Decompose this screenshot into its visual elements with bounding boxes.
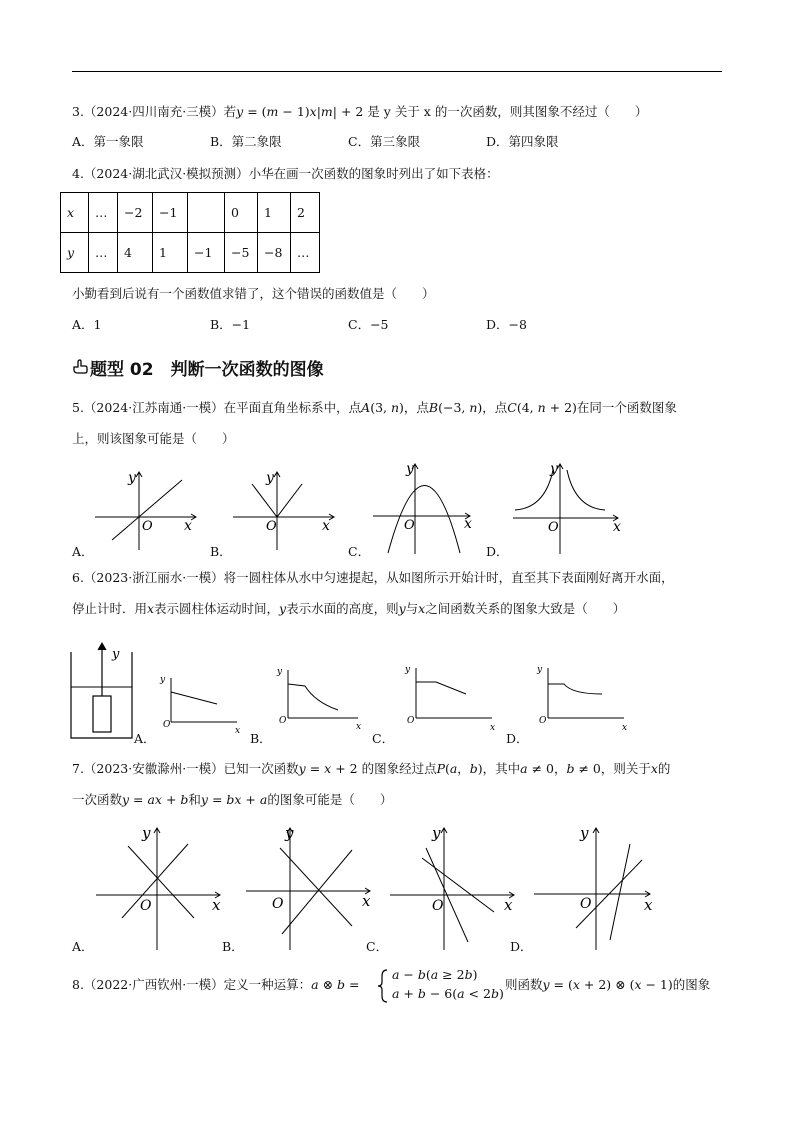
origin-label: O — [407, 716, 415, 726]
q5-option-a-label[interactable]: A． — [72, 544, 94, 559]
q7-graph-b[interactable] — [242, 822, 377, 954]
q4-table — [60, 192, 320, 273]
y-axis-label: y — [277, 667, 283, 677]
q7-option-c-label[interactable]: C． — [366, 939, 389, 954]
q5-graph-a[interactable] — [92, 462, 202, 552]
table-cell: x — [61, 193, 89, 233]
y-axis-label: y — [128, 470, 136, 486]
q8-stem-suffix: 则函数𝑦 = (𝑥 + 2) ⊗ (𝑥 − 1)的图象 — [505, 977, 711, 992]
y-axis-label: y — [142, 824, 151, 842]
q7-option-b-label[interactable]: B． — [222, 939, 244, 954]
origin-label: O — [432, 898, 444, 914]
q6-option-a-label[interactable]: A． — [134, 731, 156, 746]
x-axis-label: x — [622, 723, 628, 733]
table-cell: 0 — [225, 193, 258, 233]
q5-option-c-label[interactable]: C． — [348, 544, 371, 559]
q4-option-a[interactable]: A．1 — [72, 317, 102, 332]
table-cell: y — [61, 233, 89, 273]
x-axis-label: x — [490, 723, 496, 733]
q6-graph-a[interactable] — [155, 670, 245, 740]
q6-graph-b[interactable] — [270, 662, 365, 740]
x-axis-label: x — [235, 726, 241, 736]
y-axis-label: y — [266, 470, 274, 486]
origin-label: O — [163, 720, 171, 730]
q5-graph-c[interactable] — [370, 458, 480, 556]
q4-question: 小勤看到后说有一个函数值求错了，这个错误的函数值是（ ） — [72, 286, 435, 301]
q6-stem-line1: 6.（2023·浙江丽水·一模）将一圆柱体从水中匀速提起，从如图所示开始计时，直至其下表面刚好离开水面， — [72, 570, 674, 585]
q5-graph-b[interactable] — [230, 462, 340, 552]
table-cell: −8 — [258, 233, 291, 273]
table-cell: −5 — [225, 233, 258, 273]
q3-option-c[interactable]: C．第三象限 — [348, 134, 421, 149]
q5-graph-d[interactable] — [510, 458, 625, 556]
q8-case2: 𝑎 + 𝑏 − 6(𝑎 < 2𝑏) — [392, 986, 504, 1001]
q7-stem-line1: 7.（2023·安徽滁州·一模）已知一次函数𝑦 = 𝑥 + 2 的图象经过点𝑃(𝑎，𝑏)，其中𝑎 ≠ 0，𝑏 ≠ 0，则关于𝑥的 — [72, 761, 671, 776]
q7-graph-d[interactable] — [530, 822, 665, 954]
q3-option-d[interactable]: D．第四象限 — [486, 134, 559, 149]
q7-option-a-label[interactable]: A． — [72, 939, 94, 954]
x-axis-label: x — [362, 892, 371, 910]
origin-label: O — [580, 896, 592, 912]
q6-option-d-label[interactable]: D． — [506, 731, 529, 746]
section-title: 题型 02 判断一次函数的图像 — [90, 360, 324, 380]
q8-stem-prefix: 8.（2022·广西钦州·一模）定义一种运算：𝑎 ⊗ 𝑏 = — [72, 977, 360, 992]
table-cell: 2 — [291, 193, 320, 233]
q6-stem-line2: 停止计时．用𝑥表示圆柱体运动时间，𝑦表示水面的高度，则𝑦与𝑥之间函数关系的图象大致是（ ） — [72, 601, 626, 616]
table-row-x — [61, 193, 320, 233]
x-axis-label: x — [464, 516, 472, 532]
q6-option-c-label[interactable]: C． — [372, 731, 395, 746]
y-axis-label: y — [160, 675, 166, 685]
table-cell: −1 — [188, 233, 225, 273]
table-row-y — [61, 233, 320, 273]
x-axis-label: x — [644, 896, 653, 914]
origin-label: O — [272, 896, 284, 912]
y-axis-label: y — [550, 461, 558, 477]
q5-option-d-label[interactable]: D． — [486, 544, 509, 559]
y-axis-label: y — [580, 824, 589, 842]
brace-icon — [377, 968, 389, 1004]
table-cell — [188, 193, 225, 233]
x-axis-label: x — [613, 519, 621, 535]
pointing-hand-icon — [72, 358, 88, 374]
y-axis-label: y — [405, 665, 411, 675]
y-axis-label: y — [406, 461, 414, 477]
origin-label: O — [140, 898, 152, 914]
table-cell: −2 — [118, 193, 153, 233]
table-cell: … — [291, 233, 320, 273]
q3-option-a[interactable]: A．第一象限 — [72, 134, 144, 149]
table-cell: 1 — [258, 193, 291, 233]
q6-graph-c[interactable] — [398, 660, 498, 738]
y-axis-label: y — [537, 665, 543, 675]
table-cell: 1 — [153, 233, 188, 273]
q4-option-b[interactable]: B．−1 — [210, 317, 251, 332]
header-rule — [72, 71, 722, 72]
q6-container-diagram — [66, 640, 141, 745]
q5-stem-line2: 上，则该图象可能是（ ） — [72, 431, 235, 446]
q5-option-b-label[interactable]: B． — [210, 544, 232, 559]
y-axis-label: y — [285, 824, 294, 842]
x-axis-label: x — [322, 518, 330, 534]
q6-option-b-label[interactable]: B． — [250, 731, 272, 746]
origin-label: O — [404, 518, 415, 533]
q5-stem-line1: 5.（2024·江苏南通·一模）在平面直角坐标系中，点𝐴(3, 𝑛)，点𝐵(−3, 𝑛)，点𝐶(4, 𝑛 + 2)在同一个函数图象 — [72, 400, 677, 415]
origin-label: O — [539, 716, 547, 726]
q8-case1: 𝑎 − 𝑏(𝑎 ≥ 2𝑏) — [392, 967, 478, 982]
q7-graph-c[interactable] — [386, 822, 521, 954]
q7-option-d-label[interactable]: D． — [510, 939, 533, 954]
origin-label: O — [142, 519, 153, 534]
x-axis-label: x — [184, 518, 192, 534]
q3-stem: 3.（2024·四川南充·三模）若𝑦 = (𝑚 − 1)𝑥|𝑚| + 2 是 y 关于 x 的一次函数，则其图象不经过（ ） — [72, 104, 648, 119]
y-axis-label: y — [112, 647, 120, 662]
x-axis-label: x — [356, 722, 362, 732]
q6-graph-d[interactable] — [530, 660, 630, 738]
origin-label: O — [279, 716, 287, 726]
origin-label: O — [266, 519, 277, 534]
table-cell: … — [89, 193, 118, 233]
q7-stem-line2: 一次函数𝑦 = 𝑎𝑥 + 𝑏和𝑦 = 𝑏𝑥 + 𝑎的图象可能是（ ） — [72, 792, 393, 807]
q4-option-c[interactable]: C．−5 — [348, 317, 389, 332]
x-axis-label: x — [212, 896, 221, 914]
table-cell: … — [89, 233, 118, 273]
q4-stem: 4.（2024·湖北武汉·模拟预测）小华在画一次函数的图象时列出了如下表格： — [72, 166, 499, 181]
q4-option-d[interactable]: D．−8 — [486, 317, 527, 332]
y-axis-label: y — [432, 824, 441, 842]
q3-option-b[interactable]: B．第二象限 — [210, 134, 282, 149]
table-cell: −1 — [153, 193, 188, 233]
table-cell: 4 — [118, 233, 153, 273]
origin-label: O — [548, 520, 559, 535]
q7-graph-a[interactable] — [92, 822, 227, 954]
x-axis-label: x — [504, 896, 513, 914]
